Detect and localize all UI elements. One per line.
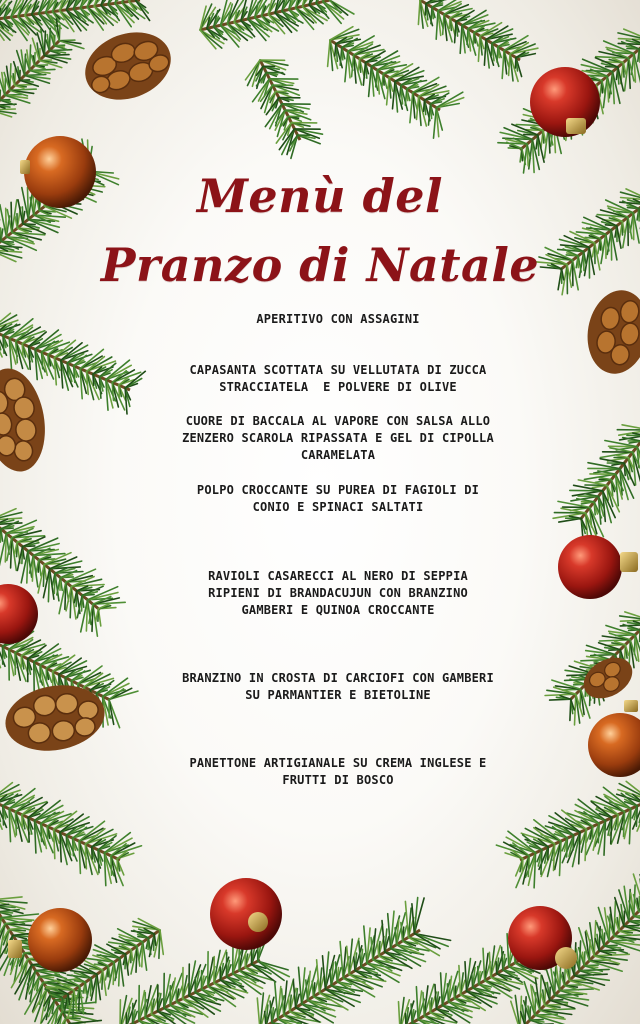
course-aperitivo <box>130 311 546 328</box>
course-baccala <box>130 413 546 464</box>
course-ravioli <box>130 568 546 619</box>
menu-title-line1: Menù del <box>197 169 443 223</box>
course-line: ZENZERO SCAROLA RIPASSATA E GEL DI CIPOLLA <box>182 431 494 445</box>
course-line: RAVIOLI CASARECCI AL NERO DI SEPPIA <box>208 569 468 583</box>
course-line: PANETTONE ARTIGIANALE SU CREMA INGLESE E <box>189 756 487 770</box>
course-line: FRUTTI DI BOSCO <box>282 773 394 787</box>
course-line: GAMBERI E QUINOA CROCCANTE <box>241 603 435 617</box>
course-line: POLPO CROCCANTE SU PUREA DI FAGIOLI DI <box>196 483 480 497</box>
course-branzino <box>130 670 546 704</box>
course-panettone <box>130 755 546 789</box>
course-line: CAPASANTA SCOTTATA SU VELLUTATA DI ZUCCA <box>189 363 487 377</box>
course-line: SU PARMANTIER E BIETOLINE <box>245 688 431 702</box>
course-line: CONIO E SPINACI SALTATI <box>252 500 424 514</box>
course-line: CUORE DI BACCALA AL VAPORE CON SALSA ALLO <box>185 414 491 428</box>
course-capasanta <box>130 362 546 396</box>
course-line: CARAMELATA <box>300 448 376 462</box>
menu-title-line2: Pranzo di Natale <box>100 238 540 292</box>
course-line: BRANZINO IN CROSTA DI CARCIOFI CON GAMBERI <box>182 671 494 685</box>
course-line: APERITIVO CON ASSAGINI <box>256 312 420 326</box>
course-line: STRACCIATELA E POLVERE DI OLIVE <box>219 380 457 394</box>
course-line: RIPIENI DI BRANDACUJUN CON BRANZINO <box>208 586 468 600</box>
course-polpo <box>130 482 546 516</box>
